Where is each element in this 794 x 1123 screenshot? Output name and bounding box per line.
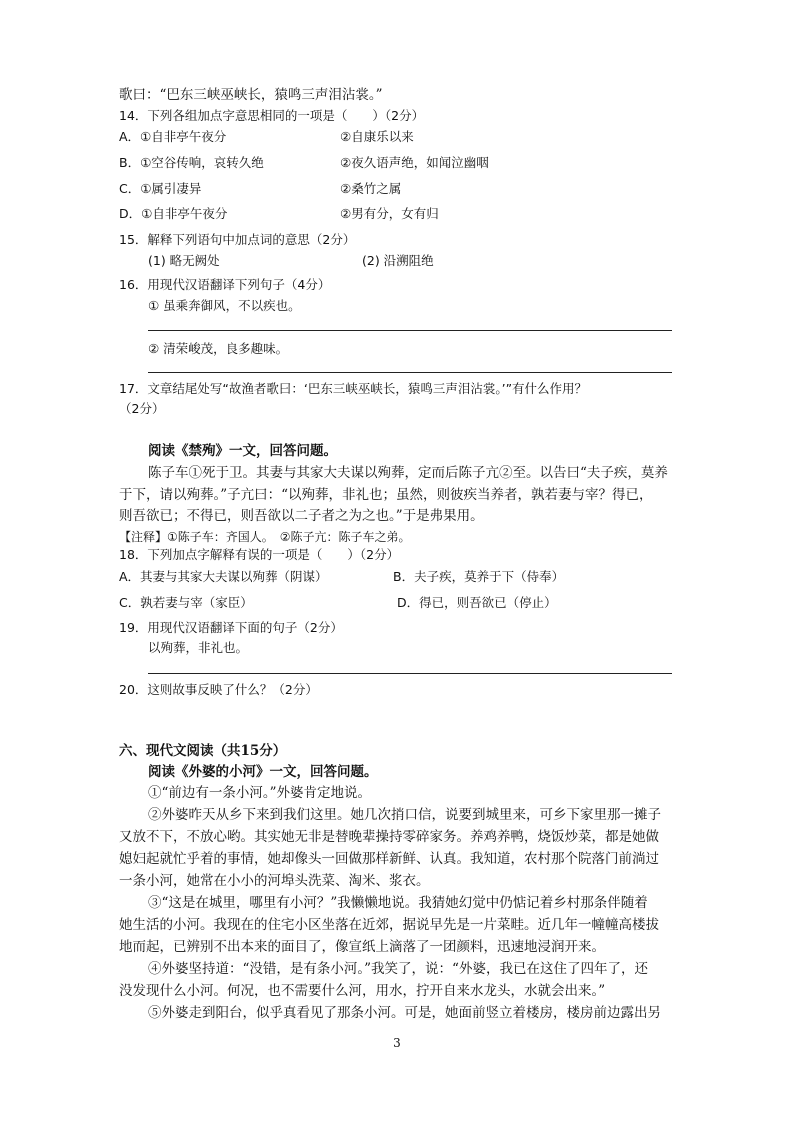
question-17-points: （2分） (119, 401, 165, 416)
passage-2-line: 又放不下，不放心哟。其实她无非是替晚辈操持零碎家务。养鸡养鸭，烧饭炒菜，都是她做 (119, 829, 659, 845)
q15-item-2: (2) 沿溯阻绝 (362, 253, 434, 268)
passage-2-line: 她生活的小河。我现在的住宅小区坐落在近郊，据说早先是一片菜畦。近几年一幢幢高楼拔 (119, 917, 659, 933)
reading-2-title: 阅读《外婆的小河》一文，回答问题。 (148, 764, 378, 780)
answer-line (148, 372, 672, 373)
q14-option-b-1: B．①空谷传响，哀转久绝 (119, 155, 264, 170)
q14-option-b-2: ②夜久语声绝，如闻泣幽咽 (340, 155, 489, 170)
section-6-heading: 六、现代文阅读（共15分） (119, 743, 287, 759)
q16-item-1: ① 虽乘奔御风，不以疾也。 (148, 298, 301, 313)
reading-1-title: 阅读《禁殉》一文，回答问题。 (148, 443, 337, 459)
passage-2-line: 一条小河，她常在小小的河埠头洗菜、淘米、浆衣。 (119, 873, 430, 889)
answer-line (148, 673, 672, 674)
q14-option-a-1: A．①自非亭午夜分 (119, 129, 227, 144)
passage-2-line: ③“这是在城里，哪里有小河？”我懒懒地说。我猜她幻觉中仍惦记着乡村那条伴随着 (148, 895, 648, 911)
q14-option-c-1: C．①属引凄异 (119, 181, 202, 196)
q14-option-a-2: ②自康乐以来 (340, 129, 414, 144)
passage-1-line: 陈子车①死于卫。其妻与其家大夫谋以殉葬，定而后陈子亢②至。以告曰“夫子疾，莫养 (148, 465, 668, 481)
question-15: 15．解释下列语句中加点词的意思（2分） (119, 232, 356, 247)
q14-option-d-2: ②男有分，女有归 (340, 206, 439, 221)
passage-2-line: 没发现什么小河。何况，也不需要什么河，用水，拧开自来水龙头，水就会出来。” (119, 983, 606, 999)
question-20: 20．这则故事反映了什么？（2分） (119, 682, 318, 697)
passage-2-line: ⑤外婆走到阳台，似乎真看见了那条小河。可是，她面前竖立着楼房，楼房前边露出另 (148, 1005, 661, 1021)
passage-2-line: ②外婆昨天从乡下来到我们这里。她几次捎口信，说要到城里来，可乡下家里那一摊子 (148, 807, 661, 823)
passage-1-line: 于下，请以殉葬。”子亢曰：“以殉葬，非礼也；虽然，则彼疾当养者，孰若妻与宰？得已， (119, 487, 653, 503)
passage-2-line: ④外婆坚持道：“没错，是有条小河。”我笑了，说：“外婆，我已在这住了四年了，还 (148, 961, 648, 977)
passage-1-note: 【注释】①陈子车：齐国人。 ②陈子亢：陈子车之弟。 (119, 530, 411, 544)
passage-1-line: 则吾欲已；不得已，则吾欲以二子者之为之也。”于是弗果用。 (119, 508, 484, 524)
q19-sentence: 以殉葬，非礼也。 (148, 640, 249, 655)
question-14: 14．下列各组加点字意思相同的一项是（ ）（2分） (119, 108, 425, 123)
q16-item-2: ② 清荣峻茂，良多趣味。 (148, 341, 289, 356)
q18-option-d: D．得已，则吾欲已（停止） (397, 595, 557, 610)
passage-2-line: ①“前边有一条小河。”外婆肯定地说。 (148, 785, 372, 801)
verse-line: 歌曰：“巴东三峡巫峡长，猿鸣三声泪沾裳。” (119, 87, 383, 103)
q18-option-c: C．孰若妻与宰（家臣） (119, 595, 253, 610)
q14-option-d-1: D．①自非亭午夜分 (119, 206, 228, 221)
passage-2-line: 地而起，已辨别不出本来的面目了，像宣纸上滴落了一团颜料，迅速地浸润开来。 (119, 939, 605, 955)
passage-2-line: 媳妇起就忙乎着的事情，她却像头一回做那样新鲜、认真。我知道，农村那个院落门前淌过 (119, 851, 659, 867)
q18-option-b: B．夫子疾，莫养于下（侍奉） (393, 569, 565, 584)
q14-option-c-2: ②桑竹之属 (340, 181, 402, 196)
q15-item-1: (1) 略无阙处 (148, 253, 220, 268)
question-19: 19．用现代汉语翻译下面的句子（2分） (119, 620, 343, 635)
q18-option-a: A．其妻与其家大夫谋以殉葬（阴谋） (119, 569, 328, 584)
question-18: 18．下列加点字解释有误的一项是（ ）（2分） (119, 547, 400, 562)
question-17: 17．文章结尾处写“故渔者歌曰：‘巴东三峡巫峡长，猿鸣三声泪沾裳。’”有什么作用？ (119, 381, 588, 396)
page-number: 3 (393, 1036, 401, 1050)
question-16: 16．用现代汉语翻译下列句子（4分） (119, 277, 331, 292)
answer-line (148, 330, 672, 331)
